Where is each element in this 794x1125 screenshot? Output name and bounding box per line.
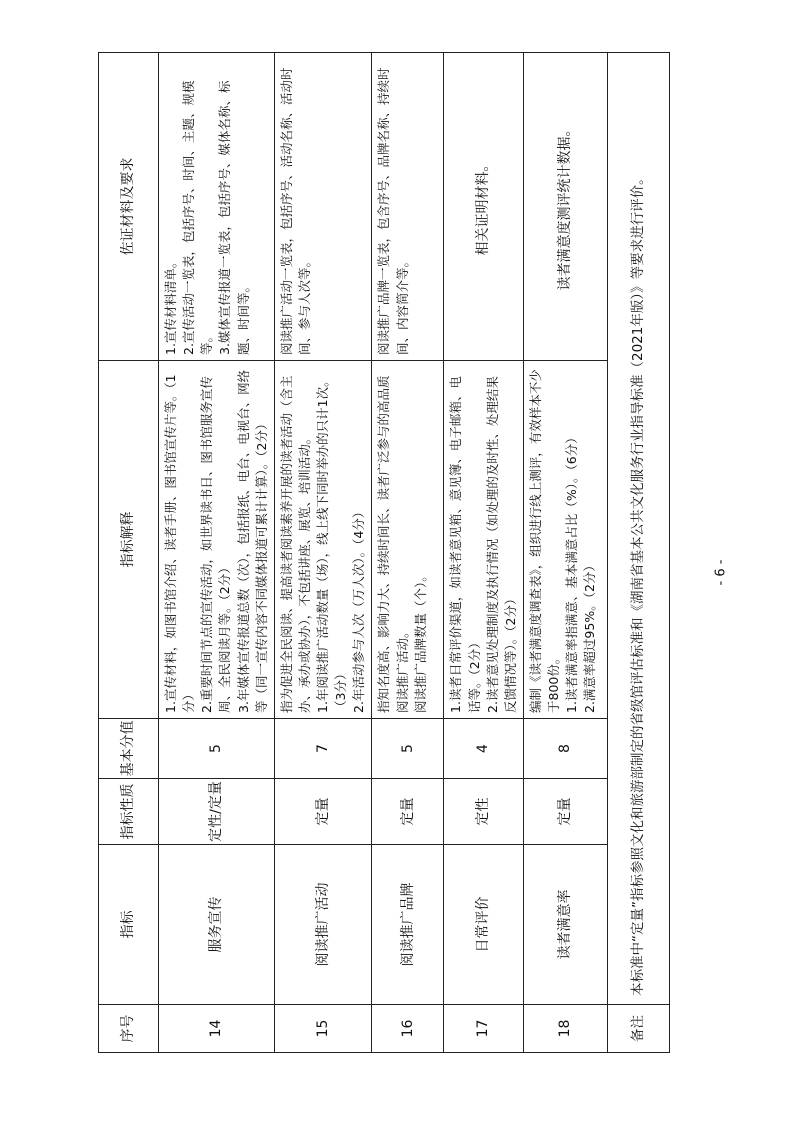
cell-explanation — [274, 361, 372, 719]
explanation-line: 2.年活动参与人次（万人次）。（4分） — [351, 505, 367, 713]
explanation-line: 1.读者日常评价渠道，如读者意见箱、意见簿、电子邮箱、电话等。（2分） — [448, 376, 482, 713]
cell-score: 8 — [523, 719, 607, 779]
evidence-line: 读者满意度测评统计数据。 — [557, 122, 574, 291]
cell-nature: 定量 — [523, 779, 607, 845]
header-evidence: 佐证材料及要求 — [99, 53, 159, 361]
header-explanation: 指标解释 — [99, 361, 159, 719]
explanation-line: 指为促进全民阅读、提高读者阅读素养开展的读者活动（含主办、承办或协办），不包括讲座、展览、培训活动。 — [278, 375, 312, 713]
cell-explanation — [159, 361, 275, 719]
cell-evidence — [523, 53, 607, 361]
page-number: - 6 - — [713, 559, 729, 586]
cell-score: 4 — [444, 719, 524, 779]
cell-nature: 定量 — [372, 779, 444, 845]
evidence-line: 相关证明材料。 — [475, 157, 492, 256]
table-header-row — [99, 53, 159, 1053]
cell-seq: 15 — [274, 1005, 372, 1053]
note-row — [607, 53, 669, 1053]
cell-seq: 17 — [444, 1005, 524, 1053]
cell-indicator: 读者满意率 — [523, 845, 607, 1005]
indicator-table — [98, 52, 670, 1053]
table-row — [159, 53, 275, 1053]
evidence-line: 阅读推广活动一览表，包括序号、活动名称、活动时间、参与人次等。 — [278, 67, 312, 355]
cell-nature: 定量 — [274, 779, 372, 845]
cell-indicator: 阅读推广活动 — [274, 845, 372, 1005]
cell-explanation — [523, 361, 607, 719]
explanation-line: 阅读推广品牌数量（个）。 — [412, 569, 428, 713]
cell-nature: 定性 — [444, 779, 524, 845]
cell-evidence — [159, 53, 275, 361]
evidence-line: 2.宣传活动一览表，包括序号、时间、主题、规模等。 — [181, 80, 215, 355]
cell-evidence — [372, 53, 444, 361]
header-nature: 指标性质 — [99, 779, 159, 845]
explanation-line: 2.满意率超过95%。（2分） — [582, 559, 598, 713]
table-row — [523, 53, 607, 1053]
cell-seq: 16 — [372, 1005, 444, 1053]
explanation-line: 1.读者满意率指满意、基本满意占比（%）。（6分） — [564, 431, 580, 713]
rotated-table-page — [98, 53, 646, 1053]
cell-score: 5 — [372, 719, 444, 779]
table-row — [372, 53, 444, 1053]
explanation-line: 编制《读者满意度调查表》，组织进行线上测评，有效样本不少于800份。 — [527, 369, 561, 713]
cell-indicator: 服务宣传 — [159, 845, 275, 1005]
table-row — [444, 53, 524, 1053]
cell-explanation — [444, 361, 524, 719]
cell-seq: 14 — [159, 1005, 275, 1053]
cell-score: 7 — [274, 719, 372, 779]
cell-seq: 18 — [523, 1005, 607, 1053]
evidence-line: 阅读推广品牌一览表，包含序号、品牌名称、持续时间、内容简介等。 — [376, 67, 410, 355]
cell-nature: 定性/定量 — [159, 779, 275, 845]
explanation-line: 3.年媒体宣传报道总数（次），包括报纸、电台、电视台、网络等（同一宣传内容不同媒体报道可累计计算）。（2分） — [235, 369, 269, 713]
explanation-line: 2.重要时间节点的宣传活动，如世界读书日、图书馆服务宣传周、全民阅读月等。（2分） — [199, 376, 233, 713]
note-text: 本标准中“定量”指标参照文化和旅游部制定的省级馆评估标准和《湖南省基本公共文化服务行业指导标准（2021年版）》等要求进行评价。 — [607, 53, 669, 1005]
cell-evidence — [444, 53, 524, 361]
explanation-line: 指知名度高、影响力大、持续时间长、读者广泛参与的高品质阅读推广活动。 — [376, 375, 410, 713]
header-seq: 序号 — [99, 1005, 159, 1053]
cell-indicator: 阅读推广品牌 — [372, 845, 444, 1005]
cell-indicator: 日常评价 — [444, 845, 524, 1005]
table-row — [274, 53, 372, 1053]
cell-explanation — [372, 361, 444, 719]
explanation-line: 2.读者意见处理制度及执行情况（如处理的及时性、处理结果反馈情况等）。（2分） — [484, 376, 518, 713]
explanation-line: 1.年阅读推广活动数量（场），线上线下同时举办的只计1次。（3分） — [315, 374, 349, 713]
cell-score: 5 — [159, 719, 275, 779]
cell-evidence — [274, 53, 372, 361]
note-label: 备注 — [607, 1005, 669, 1053]
explanation-line: 1.宣传材料，如图书馆介绍、读者手册、图书馆宣传片等。（1分） — [163, 374, 197, 713]
evidence-line: 3.媒体宣传报道一览表，包括序号、媒体名称、标题、时间等。 — [217, 80, 251, 355]
header-indicator: 指标 — [99, 845, 159, 1005]
header-score: 基本分值 — [99, 719, 159, 779]
evidence-line: 1.宣传材料清单。 — [163, 255, 178, 355]
